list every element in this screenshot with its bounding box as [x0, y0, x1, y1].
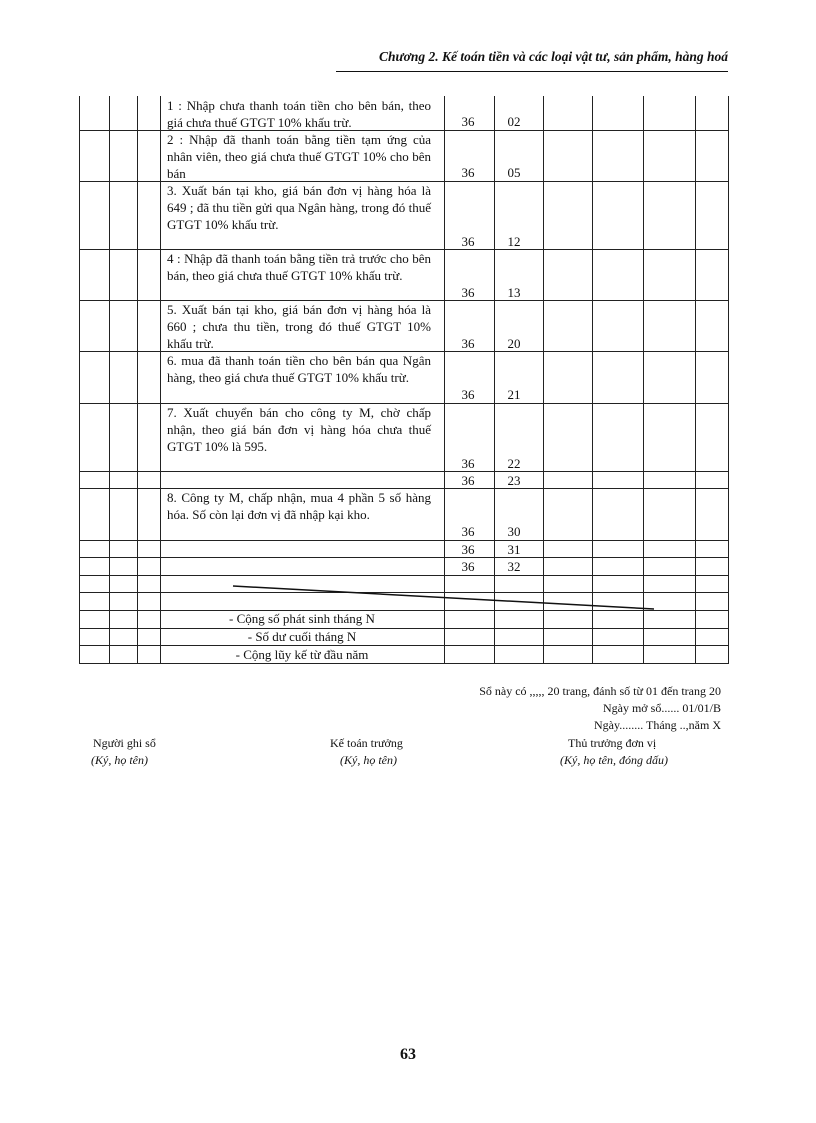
ledger-line-number: 31 [507, 542, 521, 557]
ledger-row-description: 1 : Nhập chưa thanh toán tiền cho bên bán, theo giá chưa thuế GTGT 10% khấu trừ. [167, 98, 431, 130]
ledger-page-number: 36 [461, 165, 475, 180]
sign-date-note: Ngày........ Tháng ..,năm X [594, 718, 721, 732]
ledger-page-number: 36 [461, 234, 475, 249]
monthly-total-label: - Cộng số phát sinh tháng N [229, 611, 375, 626]
page-number: 63 [400, 1046, 416, 1063]
signature-subtitle-recorder: (Ký, họ tên) [91, 753, 148, 767]
ledger-row-description: 2 : Nhập đã thanh toán bằng tiền tạm ứng của nhân viên, theo giá chưa thuế GTGT 10% cho bên bán [167, 132, 431, 181]
ledger-row-description: 3. Xuất bán tại kho, giá bán đơn vị hàng hóa là 649 ; đã thu tiền gửi qua Ngân hàng, trong đó thuế GTGT 10% khấu trừ. [167, 183, 431, 232]
ledger-page-number: 36 [461, 524, 475, 539]
signature-title-recorder: Người ghi sổ [93, 736, 156, 750]
ledger-line-number: 30 [507, 524, 521, 539]
ledger-line-number: 22 [507, 456, 521, 471]
page-count-note: Sổ này có ,,,,, 20 trang, đánh số từ 01 đến trang 20 [479, 684, 721, 698]
ledger-page-number: 36 [461, 473, 475, 488]
ending-balance-label: - Số dư cuối tháng N [247, 629, 357, 644]
ledger-line-number: 20 [507, 336, 521, 351]
ledger-line-number: 12 [507, 234, 521, 249]
ledger-page-number: 36 [461, 456, 475, 471]
ledger-row-description: 8. Công ty M, chấp nhận, mua 4 phần 5 số hàng hóa. Số còn lại đơn vị đã nhập kại kho. [167, 490, 431, 522]
ledger-line-number: 02 [507, 114, 521, 129]
signature-subtitle-chief-accountant: (Ký, họ tên) [340, 753, 397, 767]
ledger-line-number: 21 [507, 387, 521, 402]
ledger-row-description: 4 : Nhập đã thanh toán bằng tiền trả trước cho bên bán, theo giá chưa thuế GTGT 10% khấu trừ. [167, 251, 431, 283]
ledger-page-number: 36 [461, 542, 475, 557]
ledger-line-number: 32 [507, 559, 521, 574]
ledger-page-number: 36 [461, 559, 475, 574]
chapter-header: Chương 2. Kế toán tiền và các loại vật tư, sản phẩm, hàng hoá [379, 49, 728, 64]
open-date-note: Ngày mở sổ...... 01/01/B [602, 701, 721, 715]
ledger-page-number: 36 [461, 285, 475, 300]
strike-line [233, 586, 654, 609]
ledger-page-number: 36 [461, 387, 475, 402]
ledger-page-number: 36 [461, 114, 475, 129]
ledger-line-number: 13 [507, 285, 521, 300]
signature-subtitle-head-of-unit: (Ký, họ tên, đóng dấu) [560, 753, 668, 767]
signature-title-head-of-unit: Thủ trưởng đơn vị [568, 736, 657, 750]
ledger-line-number: 05 [507, 165, 521, 180]
ledger-row-description: 5. Xuất bán tại kho, giá bán đơn vị hàng hóa là 660 ; chưa thu tiền, trong đó thuế GTGT 10% khấu trừ. [167, 302, 431, 351]
ledger-row-description: 6. mua đã thanh toán tiền cho bên bán qua Ngân hàng, theo giá chưa thuế GTGT 10% khấu trừ. [167, 353, 431, 385]
cumulative-total-label: - Cộng lũy kế từ đầu năm [235, 647, 369, 662]
signature-title-chief-accountant: Kế toán trưởng [330, 736, 403, 750]
ledger-row-description: 7. Xuất chuyển bán cho công ty M, chờ chấp nhận, theo giá bán đơn vị hàng hóa chưa thuế GTGT 10% là 595. [167, 405, 431, 454]
ledger-line-number: 23 [507, 473, 521, 488]
ledger-page-number: 36 [461, 336, 475, 351]
